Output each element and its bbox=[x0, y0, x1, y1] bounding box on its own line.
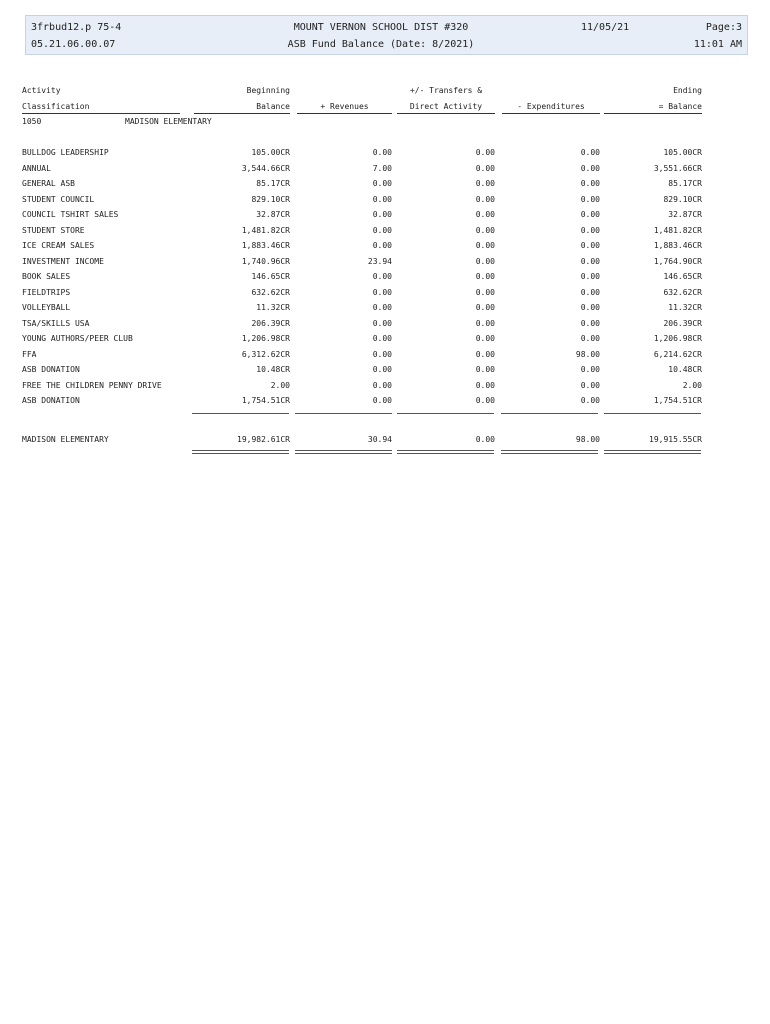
program-version: 05.21.06.00.07 bbox=[31, 39, 116, 50]
total-double-rule bbox=[22, 450, 712, 458]
revenues: 0.00 bbox=[372, 272, 392, 281]
transfers: 0.00 bbox=[475, 349, 495, 359]
table-row bbox=[22, 147, 712, 163]
table-row bbox=[22, 163, 712, 179]
revenues: 0.00 bbox=[372, 318, 392, 328]
ending-balance: 85.17CR bbox=[668, 179, 702, 188]
transfers: 0.00 bbox=[475, 148, 495, 157]
dbl-rule-beg bbox=[192, 450, 289, 454]
expenditures: 0.00 bbox=[580, 380, 600, 390]
expenditures: 0.00 bbox=[580, 287, 600, 297]
expenditures: 0.00 bbox=[580, 241, 600, 250]
expenditures: 0.00 bbox=[580, 334, 600, 343]
revenues: 0.00 bbox=[372, 303, 392, 312]
col-transfers-bottom: Direct Activity bbox=[397, 101, 495, 114]
rule-trf bbox=[397, 413, 494, 414]
table-row bbox=[22, 333, 712, 349]
ending-balance: 632.62CR bbox=[663, 287, 702, 297]
col-beginning-top: Beginning bbox=[246, 86, 290, 95]
activity-name: BULLDOG LEADERSHIP bbox=[22, 148, 109, 157]
transfers: 0.00 bbox=[475, 256, 495, 266]
activity-rows bbox=[22, 147, 712, 411]
table-row bbox=[22, 256, 712, 272]
table-row bbox=[22, 318, 712, 334]
total-row bbox=[22, 434, 712, 450]
col-revenues: + Revenues bbox=[297, 101, 392, 114]
table-row bbox=[22, 395, 712, 411]
header-center bbox=[281, 19, 481, 53]
col-transfers-top: +/- Transfers & bbox=[409, 86, 483, 95]
beginning-balance: 85.17CR bbox=[256, 179, 290, 188]
expenditures: 0.00 bbox=[580, 148, 600, 157]
district-name: MOUNT VERNON SCHOOL DIST #320 bbox=[293, 22, 469, 33]
rule-beg bbox=[192, 413, 289, 414]
expenditures: 0.00 bbox=[580, 365, 600, 374]
expenditures: 0.00 bbox=[580, 225, 600, 235]
rule-exp bbox=[501, 413, 598, 414]
expenditures: 0.00 bbox=[580, 272, 600, 281]
dbl-rule-end bbox=[604, 450, 701, 454]
table-row bbox=[22, 271, 712, 287]
ending-balance: 146.65CR bbox=[663, 272, 702, 281]
spacer bbox=[22, 132, 712, 148]
col-activity-bottom: Classification bbox=[22, 101, 180, 114]
col-expenditures: - Expenditures bbox=[502, 101, 600, 114]
beginning-balance: 632.62CR bbox=[251, 287, 290, 297]
transfers: 0.00 bbox=[475, 380, 495, 390]
ending-balance: 1,206.98CR bbox=[653, 334, 702, 343]
beginning-balance: 6,312.62CR bbox=[241, 349, 290, 359]
ending-balance: 32.87CR bbox=[668, 210, 702, 219]
ending-balance: 11.32CR bbox=[668, 303, 702, 312]
revenues: 0.00 bbox=[372, 148, 392, 157]
table-row bbox=[22, 178, 712, 194]
revenues: 0.00 bbox=[372, 365, 392, 374]
transfers: 0.00 bbox=[475, 365, 495, 374]
spacer bbox=[22, 419, 712, 435]
transfers: 0.00 bbox=[475, 210, 495, 219]
transfers: 0.00 bbox=[475, 241, 495, 250]
ending-balance: 3,551.66CR bbox=[653, 163, 702, 173]
ending-balance: 6,214.62CR bbox=[653, 349, 702, 359]
table-row bbox=[22, 380, 712, 396]
beginning-balance: 11.32CR bbox=[256, 303, 290, 312]
beginning-balance: 32.87CR bbox=[256, 210, 290, 219]
activity-name: BOOK SALES bbox=[22, 272, 71, 281]
revenues: 0.00 bbox=[372, 287, 392, 297]
report-header bbox=[25, 15, 748, 55]
beginning-balance: 3,544.66CR bbox=[241, 163, 290, 173]
beginning-balance: 105.00CR bbox=[251, 148, 290, 157]
ending-balance: 206.39CR bbox=[663, 318, 702, 328]
ending-balance: 1,883.46CR bbox=[653, 241, 702, 250]
expenditures: 0.00 bbox=[580, 163, 600, 173]
rule-rev bbox=[295, 413, 392, 414]
expenditures: 0.00 bbox=[580, 256, 600, 266]
report-title: ASB Fund Balance (Date: 8/2021) bbox=[287, 39, 475, 50]
transfers: 0.00 bbox=[475, 179, 495, 188]
activity-name: ANNUAL bbox=[22, 163, 51, 173]
revenues: 23.94 bbox=[367, 256, 392, 266]
activity-name: ASB DONATION bbox=[22, 365, 80, 374]
revenues: 0.00 bbox=[372, 194, 392, 204]
beginning-balance: 829.10CR bbox=[251, 194, 290, 204]
activity-name: VOLLEYBALL bbox=[22, 303, 71, 312]
ending-balance: 105.00CR bbox=[663, 148, 702, 157]
expenditures: 0.00 bbox=[580, 179, 600, 188]
transfers: 0.00 bbox=[475, 287, 495, 297]
beginning-balance: 1,481.82CR bbox=[241, 225, 290, 235]
ending-balance: 1,481.82CR bbox=[653, 225, 702, 235]
dbl-rule-exp bbox=[501, 450, 598, 454]
ending-balance: 829.10CR bbox=[663, 194, 702, 204]
ending-balance: 1,764.90CR bbox=[653, 256, 702, 266]
total-revenues: 30.94 bbox=[367, 435, 392, 444]
transfers: 0.00 bbox=[475, 318, 495, 328]
expenditures: 0.00 bbox=[580, 210, 600, 219]
beginning-balance: 1,206.98CR bbox=[241, 334, 290, 343]
beginning-balance: 2.00 bbox=[270, 380, 290, 390]
beginning-balance: 146.65CR bbox=[251, 272, 290, 281]
dbl-rule-trf bbox=[397, 450, 494, 454]
activity-name: FIELDTRIPS bbox=[22, 287, 71, 297]
activity-name: STUDENT COUNCIL bbox=[22, 194, 95, 204]
transfers: 0.00 bbox=[475, 163, 495, 173]
col-ending-bottom: = Balance bbox=[604, 101, 702, 114]
run-date: 11/05/21 bbox=[581, 22, 630, 33]
beginning-balance: 206.39CR bbox=[251, 318, 290, 328]
total-transfers: 0.00 bbox=[475, 435, 495, 444]
activity-name: FFA bbox=[22, 349, 37, 359]
transfers: 0.00 bbox=[475, 396, 495, 405]
transfers: 0.00 bbox=[475, 303, 495, 312]
col-ending-top: Ending bbox=[673, 86, 702, 95]
activity-name: TSA/SKILLS USA bbox=[22, 318, 90, 328]
table-row bbox=[22, 194, 712, 210]
beginning-balance: 10.48CR bbox=[256, 365, 290, 374]
transfers: 0.00 bbox=[475, 194, 495, 204]
dbl-rule-rev bbox=[295, 450, 392, 454]
table-row bbox=[22, 209, 712, 225]
ending-balance: 10.48CR bbox=[668, 365, 702, 374]
total-expenditures: 98.00 bbox=[575, 435, 600, 444]
ending-balance: 2.00 bbox=[682, 380, 702, 390]
transfers: 0.00 bbox=[475, 272, 495, 281]
revenues: 0.00 bbox=[372, 380, 392, 390]
program-id: 3frbud12.p 75-4 bbox=[31, 22, 122, 33]
table-row bbox=[22, 302, 712, 318]
expenditures: 0.00 bbox=[580, 303, 600, 312]
transfers: 0.00 bbox=[475, 334, 495, 343]
revenues: 0.00 bbox=[372, 179, 392, 188]
activity-name: GENERAL ASB bbox=[22, 179, 75, 188]
table-row bbox=[22, 225, 712, 241]
activity-name: FREE THE CHILDREN PENNY DRIVE bbox=[22, 380, 162, 390]
expenditures: 0.00 bbox=[580, 318, 600, 328]
activity-name: COUNCIL TSHIRT SALES bbox=[22, 210, 119, 219]
col-activity-top: Activity bbox=[22, 86, 61, 95]
revenues: 0.00 bbox=[372, 396, 392, 405]
table-row bbox=[22, 287, 712, 303]
report-table bbox=[22, 85, 712, 458]
subtotal-rule bbox=[22, 411, 712, 419]
beginning-balance: 1,883.46CR bbox=[241, 241, 290, 250]
total-name: MADISON ELEMENTARY bbox=[22, 435, 109, 444]
table-row bbox=[22, 240, 712, 256]
expenditures: 0.00 bbox=[580, 396, 600, 405]
column-header-top bbox=[22, 85, 712, 101]
org-code: 1050 bbox=[22, 117, 42, 126]
activity-name: ASB DONATION bbox=[22, 396, 80, 405]
total-ending: 19,915.55CR bbox=[649, 435, 702, 444]
revenues: 0.00 bbox=[372, 241, 392, 250]
column-header-bottom bbox=[22, 101, 712, 117]
activity-name: STUDENT STORE bbox=[22, 225, 85, 235]
page-number: Page:3 bbox=[705, 22, 742, 33]
org-heading bbox=[22, 116, 712, 132]
activity-name: ICE CREAM SALES bbox=[22, 241, 95, 250]
transfers: 0.00 bbox=[475, 225, 495, 235]
rule-end bbox=[604, 413, 701, 414]
ending-balance: 1,754.51CR bbox=[653, 396, 702, 405]
total-beginning: 19,982.61CR bbox=[237, 435, 290, 444]
header-left bbox=[31, 19, 121, 53]
activity-name: INVESTMENT INCOME bbox=[22, 256, 104, 266]
activity-name: YOUNG AUTHORS/PEER CLUB bbox=[22, 334, 133, 343]
expenditures: 0.00 bbox=[580, 194, 600, 204]
run-time: 11:01 AM bbox=[693, 39, 742, 50]
expenditures: 98.00 bbox=[575, 349, 600, 359]
revenues: 7.00 bbox=[372, 163, 392, 173]
org-name: MADISON ELEMENTARY bbox=[125, 117, 212, 126]
header-right bbox=[694, 19, 742, 53]
revenues: 0.00 bbox=[372, 349, 392, 359]
table-row bbox=[22, 349, 712, 365]
revenues: 0.00 bbox=[372, 210, 392, 219]
revenues: 0.00 bbox=[372, 334, 392, 343]
beginning-balance: 1,754.51CR bbox=[241, 396, 290, 405]
col-beginning-bottom: Balance bbox=[194, 101, 290, 114]
table-row bbox=[22, 364, 712, 380]
revenues: 0.00 bbox=[372, 225, 392, 235]
beginning-balance: 1,740.96CR bbox=[241, 256, 290, 266]
